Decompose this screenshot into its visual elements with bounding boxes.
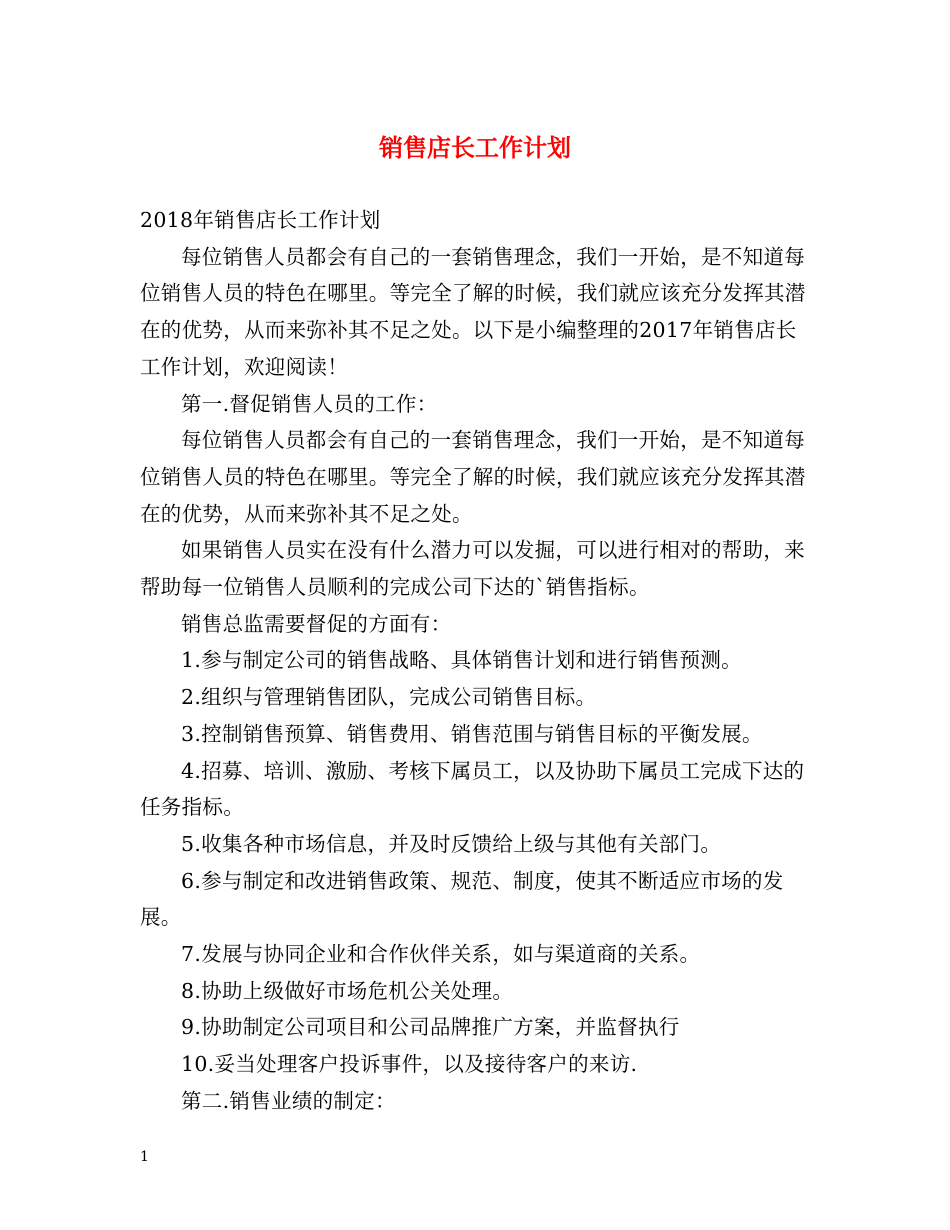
section-1-paragraph: 每位销售人员都会有自己的一套销售理念，我们一开始，是不知道每位销售人员的特色在哪里。等完全了解的时候，我们就应该充分发挥其潜在的优势，从而来弥补其不足之处。	[140, 428, 806, 526]
section-heading-1: 第一.督促销售人员的工作：	[181, 391, 438, 416]
list-item: 8.协助上级做好市场危机公关处理。	[181, 978, 514, 1003]
list-item: 10.妥当处理客户投诉事件，以及接待客户的来访.	[181, 1052, 638, 1077]
list-item: 4.招募、培训、激励、考核下属员工，以及协助下属员工完成下达的任务指标。	[140, 758, 805, 820]
section-1-paragraph: 如果销售人员实在没有什么潜力可以发掘，可以进行相对的帮助，来帮助每一位销售人员顺利的完成公司下达的`销售指标。	[140, 538, 805, 600]
document-body	[140, 202, 815, 1120]
list-item: 7.发展与协同企业和合作伙伴关系，如与渠道商的关系。	[181, 942, 701, 967]
section-heading-2: 第二.销售业绩的制定：	[181, 1088, 396, 1113]
intro-paragraph: 每位销售人员都会有自己的一套销售理念，我们一开始，是不知道每位销售人员的特色在哪里。等完全了解的时候，我们就应该充分发挥其潜在的优势，从而来弥补其不足之处。以下是小编整理的2017年销售店长工作计划，欢迎阅读！	[140, 244, 806, 379]
document-subtitle: 2018年销售店长工作计划	[140, 208, 381, 232]
list-item: 6.参与制定和改进销售政策、规范、制度，使其不断适应市场的发展。	[140, 868, 784, 930]
list-item: 5.收集各种市场信息，并及时反馈给上级与其他有关部门。	[181, 831, 722, 856]
page-title: 销售店长工作计划	[379, 133, 571, 162]
list-item: 2.组织与管理销售团队，完成公司销售目标。	[181, 685, 597, 710]
list-item: 1.参与制定公司的销售战略、具体销售计划和进行销售预测。	[181, 648, 742, 673]
list-item: 9.协助制定公司项目和公司品牌推广方案，并监督执行	[181, 1015, 680, 1040]
page-number: 1	[140, 1149, 149, 1165]
list-item: 3.控制销售预算、销售费用、销售范围与销售目标的平衡发展。	[181, 721, 763, 746]
list-intro: 销售总监需要督促的方面有：	[181, 611, 452, 636]
